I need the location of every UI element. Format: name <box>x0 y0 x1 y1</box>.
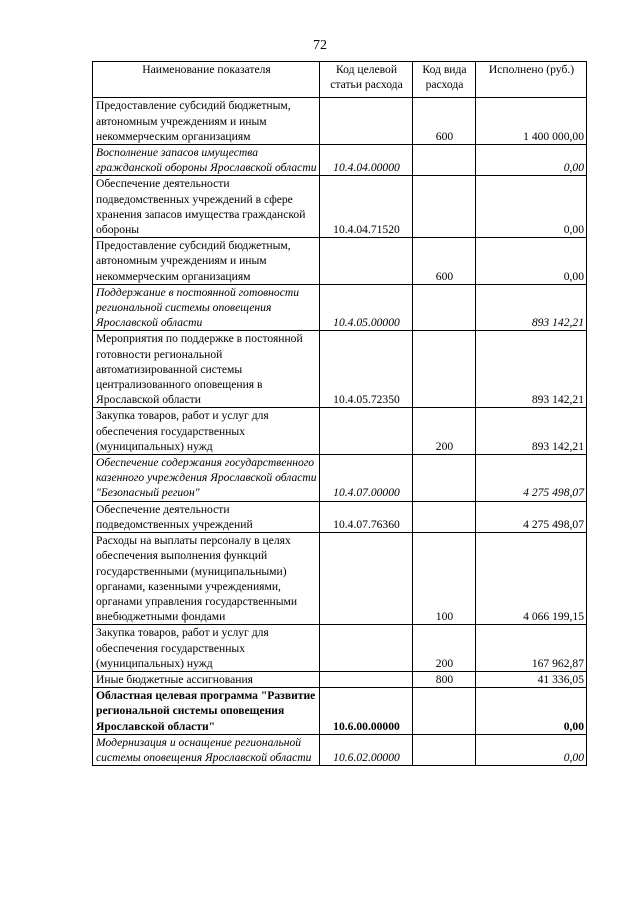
header-expense-kind-code: Код вида расхода <box>413 62 476 98</box>
table-row <box>93 145 587 176</box>
row-executed-amount: 0,00 <box>476 238 587 285</box>
row-target-article-code: 10.6.02.00000 <box>320 734 413 765</box>
row-target-article-code: 10.4.05.72350 <box>320 331 413 408</box>
row-expense-kind-code <box>413 734 476 765</box>
row-indicator-name: Поддержание в постоянной готовности региональной системы оповещения Ярославской области <box>93 284 320 331</box>
table-row <box>93 625 587 672</box>
table-row <box>93 176 587 238</box>
page-number: 72 <box>313 38 327 53</box>
header-indicator-name: Наименование показателя <box>93 62 320 98</box>
table-row <box>93 238 587 285</box>
row-executed-amount: 0,00 <box>476 176 587 238</box>
row-expense-kind-code: 200 <box>413 408 476 455</box>
table-row <box>93 284 587 331</box>
row-executed-amount: 0,00 <box>476 145 587 176</box>
row-expense-kind-code: 600 <box>413 98 476 145</box>
row-expense-kind-code <box>413 331 476 408</box>
row-executed-amount: 4 275 498,07 <box>476 501 587 532</box>
row-expense-kind-code <box>413 145 476 176</box>
row-expense-kind-code <box>413 501 476 532</box>
row-target-article-code <box>320 671 413 687</box>
row-indicator-name: Расходы на выплаты персоналу в целях обеспечения выполнения функций государственными (муниципальными) органами, казенными учреждениями, органами управления государственными внебюджетными фондами <box>93 533 320 625</box>
row-target-article-code <box>320 625 413 672</box>
row-executed-amount: 4 066 199,15 <box>476 533 587 625</box>
row-indicator-name: Модернизация и оснащение региональной системы оповещения Ярославской области <box>93 734 320 765</box>
expenditure-table <box>92 61 587 766</box>
row-indicator-name: Закупка товаров, работ и услуг для обеспечения государственных (муниципальных) нужд <box>93 625 320 672</box>
row-executed-amount: 4 275 498,07 <box>476 455 587 502</box>
row-indicator-name: Предоставление субсидий бюджетным, автономным учреждениям и иным некоммерческим организациям <box>93 98 320 145</box>
table-row <box>93 408 587 455</box>
row-indicator-name: Обеспечение деятельности подведомственных учреждений в сфере хранения запасов имущества гражданской обороны <box>93 176 320 238</box>
row-target-article-code <box>320 408 413 455</box>
row-expense-kind-code <box>413 688 476 735</box>
row-expense-kind-code: 800 <box>413 671 476 687</box>
row-target-article-code <box>320 98 413 145</box>
row-target-article-code: 10.4.05.00000 <box>320 284 413 331</box>
row-target-article-code: 10.4.04.00000 <box>320 145 413 176</box>
row-executed-amount: 167 962,87 <box>476 625 587 672</box>
header-executed-amount: Исполнено (руб.) <box>476 62 587 98</box>
row-indicator-name: Обеспечение деятельности подведомственных учреждений <box>93 501 320 532</box>
table-row <box>93 533 587 625</box>
table-row <box>93 501 587 532</box>
table-row <box>93 671 587 687</box>
table-row <box>93 98 587 145</box>
row-target-article-code: 10.4.07.76360 <box>320 501 413 532</box>
row-indicator-name: Мероприятия по поддержке в постоянной готовности региональной автоматизированной системы централизованного оповещения в Ярославской области <box>93 331 320 408</box>
row-target-article-code <box>320 533 413 625</box>
table-row <box>93 331 587 408</box>
row-executed-amount: 893 142,21 <box>476 331 587 408</box>
row-executed-amount: 41 336,05 <box>476 671 587 687</box>
row-executed-amount: 893 142,21 <box>476 284 587 331</box>
row-expense-kind-code: 600 <box>413 238 476 285</box>
row-indicator-name: Областная целевая программа "Развитие региональной системы оповещения Ярославской области" <box>93 688 320 735</box>
row-expense-kind-code <box>413 284 476 331</box>
table-row <box>93 688 587 735</box>
row-indicator-name: Иные бюджетные ассигнования <box>93 671 320 687</box>
table-row <box>93 455 587 502</box>
header-target-article-code: Код целевой статьи расхода <box>320 62 413 98</box>
row-target-article-code: 10.4.07.00000 <box>320 455 413 502</box>
row-target-article-code <box>320 238 413 285</box>
row-executed-amount: 0,00 <box>476 734 587 765</box>
row-target-article-code: 10.4.04.71520 <box>320 176 413 238</box>
table-row <box>93 734 587 765</box>
row-indicator-name: Обеспечение содержания государственного казенного учреждения Ярославской области "Безопасный регион" <box>93 455 320 502</box>
row-target-article-code: 10.6.00.00000 <box>320 688 413 735</box>
table-header-row <box>93 62 587 98</box>
row-indicator-name: Восполнение запасов имущества гражданской обороны Ярославской области <box>93 145 320 176</box>
row-indicator-name: Предоставление субсидий бюджетным, автономным учреждениям и иным некоммерческим организациям <box>93 238 320 285</box>
row-executed-amount: 893 142,21 <box>476 408 587 455</box>
row-indicator-name: Закупка товаров, работ и услуг для обеспечения государственных (муниципальных) нужд <box>93 408 320 455</box>
row-expense-kind-code <box>413 176 476 238</box>
row-executed-amount: 1 400 000,00 <box>476 98 587 145</box>
table-body <box>93 98 587 766</box>
row-expense-kind-code: 200 <box>413 625 476 672</box>
row-expense-kind-code: 100 <box>413 533 476 625</box>
row-executed-amount: 0,00 <box>476 688 587 735</box>
row-expense-kind-code <box>413 455 476 502</box>
